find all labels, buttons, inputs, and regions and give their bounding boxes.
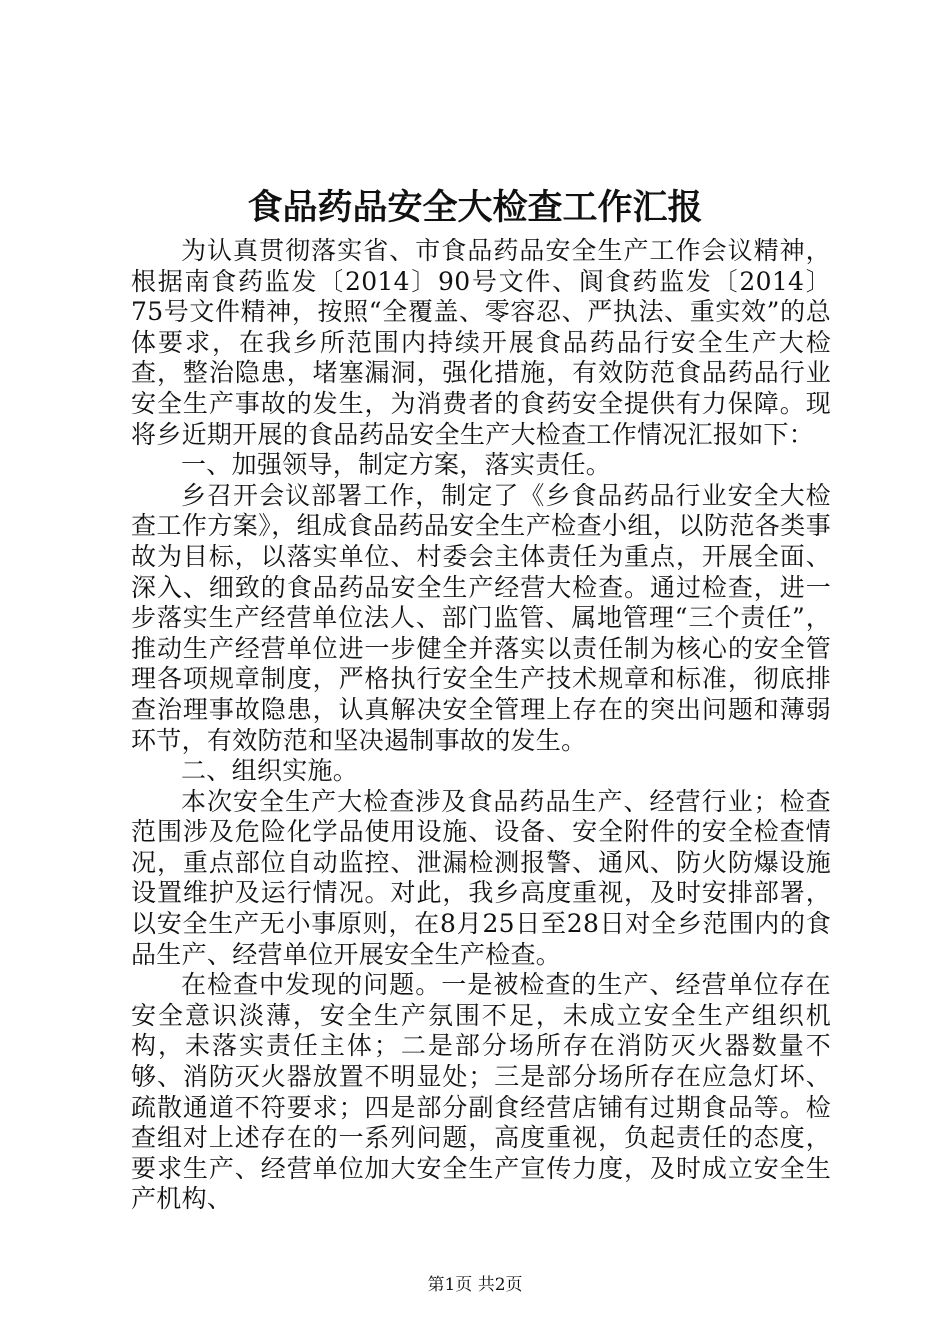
section-heading-1: 一、加强领导，制定方案，落实责任。 [181,450,612,480]
page-number-footer: 第1页 共2页 [427,1275,523,1295]
problems-paragraph: 在检查中发现的问题。一是被检查的生产、经营单位存在安全意识淡薄，安全生产氛围不足，未成立安全生产组织机构，未落实责任主体；二是部分场所存在消防灭火器数量不够、消防灭火器放置不明显处；三是部分场所存在应急灯坏、疏散通道不符要求；四是部分副食经营店铺有过期食品等。检查组对上述存在的一系列问题，高度重视，负起责任的态度，要求生产、经营单位加大安全生产宣传力度，及时成立安全生产机构、 [131,970,831,1214]
document-body [131,236,831,1215]
intro-paragraph: 为认真贯彻落实省、市食品药品安全生产工作会议精神，根据南食药监发〔2014〕90号文件、阆食药监发〔2014〕75号文件精神，按照“全覆盖、零容忍、严执法、重实效”的总体要求，在我乡所范围内持续开展食品药品行安全生产大检查，整治隐患，堵塞漏洞，强化措施，有效防范食品药品行业安全生产事故的发生，为消费者的食药安全提供有力保障。现将乡近期开展的食品药品安全生产大检查工作情况汇报如下： [131,236,831,449]
section-2-paragraph: 本次安全生产大检查涉及食品药品生产、经营行业；检查范围涉及危险化学品使用设施、设备、安全附件的安全检查情况，重点部位自动监控、泄漏检测报警、通风、防火防爆设施设置维护及运行情况。对此，我乡高度重视，及时安排部署，以安全生产无小事原则，在8月25日至28日对全乡范围内的食品生产、经营单位开展安全生产检查。 [131,786,831,969]
document-title: 食品药品安全大检查工作汇报 [247,187,703,228]
section-1-paragraph: 乡召开会议部署工作，制定了《乡食品药品行业安全大检查工作方案》，组成食品药品安全生产检查小组，以防范各类事故为目标，以落实单位、村委会主体责任为重点，开展全面、深入、细致的食品药品安全生产经营大检查。通过检查，进一步落实生产经营单位法人、部门监管、属地管理“三个责任”，推动生产经营单位进一步健全并落实以责任制为核心的安全管理各项规章制度，严格执行安全生产技术规章和标准，彻底排查治理事故隐患，认真解决安全管理上存在的突出问题和薄弱环节，有效防范和坚决遏制事故的发生。 [131,480,831,755]
section-heading-2: 二、组织实施。 [181,756,359,786]
